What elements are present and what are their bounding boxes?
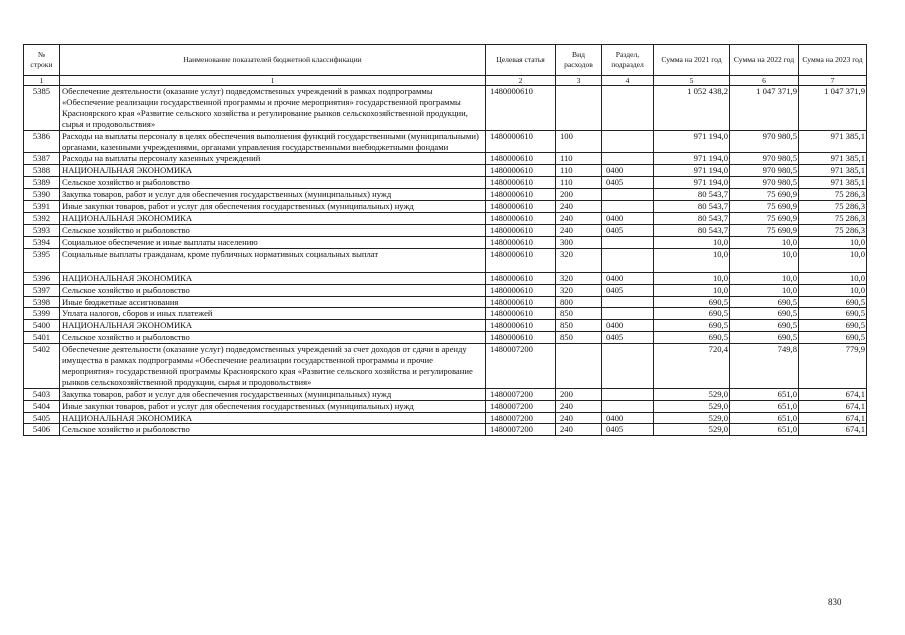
header-indicator-name: Наименование показателей бюджетной классификации xyxy=(60,45,486,76)
section-cell xyxy=(602,153,654,165)
target-article-cell: 1480000610 xyxy=(486,224,556,236)
row-number-cell: 5385 xyxy=(24,86,60,131)
row-number-cell: 5404 xyxy=(24,400,60,412)
indicator-name-cell: Сельское хозяйство и рыболовство xyxy=(60,177,486,189)
sum-2022-cell: 10,0 xyxy=(730,272,799,284)
indicator-name-cell: НАЦИОНАЛЬНАЯ ЭКОНОМИКА xyxy=(60,165,486,177)
row-number-cell: 5392 xyxy=(24,212,60,224)
indicator-name-cell: Обеспечение деятельности (оказание услуг) подведомственных учреждений за счет доходов от сдачи в аренду имущества в рамках подпрограммы «Обеспечение реализации государственной программы и прочие мероприятия» государственной программы Красноярского края «Развитие сельского хозяйства и регулирование рынков сельскохозяйственной продукции, сырья и продовольствия» xyxy=(60,344,486,389)
sum-2022-cell: 651,0 xyxy=(730,424,799,436)
header-sum-2022: Сумма на 2022 год xyxy=(730,45,799,76)
target-article-cell: 1480000610 xyxy=(486,165,556,177)
sum-2021-cell: 690,5 xyxy=(654,308,730,320)
row-number-cell: 5401 xyxy=(24,332,60,344)
section-cell xyxy=(602,248,654,272)
indicator-name-cell: Обеспечение деятельности (оказание услуг) подведомственных учреждений в рамках подпрограммы «Обеспечение реализации государственной программы и прочие мероприятия» государственной программы Красноярского края «Развитие сельского хозяйства и регулирование рынков сельскохозяйственной продукции, сырья и продовольствия» xyxy=(60,86,486,131)
indicator-name-cell: Уплата налогов, сборов и иных платежей xyxy=(60,308,486,320)
table-row xyxy=(24,308,867,320)
indicator-name-cell: Сельское хозяйство и рыболовство xyxy=(60,332,486,344)
table-row xyxy=(24,201,867,213)
sum-2023-cell: 10,0 xyxy=(799,236,867,248)
table-row xyxy=(24,284,867,296)
sum-2022-cell: 970 980,5 xyxy=(730,177,799,189)
sum-2023-cell: 10,0 xyxy=(799,248,867,272)
column-number: 5 xyxy=(654,76,730,86)
section-cell xyxy=(602,344,654,389)
row-number-cell: 5395 xyxy=(24,248,60,272)
row-number-cell: 5390 xyxy=(24,189,60,201)
header-expense-type: Вид расходов xyxy=(556,45,602,76)
row-number-cell: 5386 xyxy=(24,130,60,153)
expense-type-cell: 240 xyxy=(556,424,602,436)
sum-2023-cell: 971 385,1 xyxy=(799,153,867,165)
column-number: 4 xyxy=(602,76,654,86)
target-article-cell: 1480000610 xyxy=(486,320,556,332)
sum-2023-cell: 690,5 xyxy=(799,320,867,332)
budget-table xyxy=(23,44,867,436)
section-cell xyxy=(602,189,654,201)
expense-type-cell: 240 xyxy=(556,400,602,412)
sum-2022-cell: 75 690,9 xyxy=(730,224,799,236)
expense-type-cell xyxy=(556,344,602,389)
section-cell: 0405 xyxy=(602,224,654,236)
sum-2022-cell: 75 690,9 xyxy=(730,189,799,201)
sum-2023-cell: 674,1 xyxy=(799,412,867,424)
column-number: 1 xyxy=(60,76,486,86)
row-number-cell: 5406 xyxy=(24,424,60,436)
target-article-cell: 1480000610 xyxy=(486,201,556,213)
column-number: 6 xyxy=(730,76,799,86)
section-cell xyxy=(602,296,654,308)
sum-2023-cell: 971 385,1 xyxy=(799,177,867,189)
sum-2021-cell: 529,0 xyxy=(654,424,730,436)
section-cell: 0400 xyxy=(602,412,654,424)
target-article-cell: 1480000610 xyxy=(486,130,556,153)
section-cell xyxy=(602,388,654,400)
sum-2023-cell: 10,0 xyxy=(799,272,867,284)
expense-type-cell: 320 xyxy=(556,272,602,284)
expense-type-cell: 100 xyxy=(556,130,602,153)
table-header-row xyxy=(24,45,867,76)
sum-2021-cell: 80 543,7 xyxy=(654,224,730,236)
column-number: 3 xyxy=(556,76,602,86)
table-row xyxy=(24,272,867,284)
row-number-cell: 5400 xyxy=(24,320,60,332)
sum-2021-cell: 971 194,0 xyxy=(654,177,730,189)
budget-table-container xyxy=(23,44,866,436)
expense-type-cell: 800 xyxy=(556,296,602,308)
section-cell: 0400 xyxy=(602,272,654,284)
row-number-cell: 5398 xyxy=(24,296,60,308)
section-cell xyxy=(602,400,654,412)
expense-type-cell xyxy=(556,86,602,131)
expense-type-cell: 850 xyxy=(556,320,602,332)
expense-type-cell: 110 xyxy=(556,177,602,189)
column-number: 2 xyxy=(486,76,556,86)
sum-2023-cell: 971 385,1 xyxy=(799,165,867,177)
sum-2023-cell: 75 286,3 xyxy=(799,189,867,201)
sum-2022-cell: 970 980,5 xyxy=(730,130,799,153)
table-row xyxy=(24,212,867,224)
target-article-cell: 1480000610 xyxy=(486,272,556,284)
sum-2021-cell: 690,5 xyxy=(654,332,730,344)
table-row xyxy=(24,189,867,201)
sum-2021-cell: 10,0 xyxy=(654,284,730,296)
indicator-name-cell: Закупка товаров, работ и услуг для обеспечения государственных (муниципальных) нужд xyxy=(60,189,486,201)
column-numbers-row xyxy=(24,76,867,86)
section-cell xyxy=(602,201,654,213)
target-article-cell: 1480000610 xyxy=(486,284,556,296)
page-number: 830 xyxy=(828,597,842,607)
row-number-cell: 5402 xyxy=(24,344,60,389)
sum-2022-cell: 10,0 xyxy=(730,248,799,272)
sum-2023-cell: 75 286,3 xyxy=(799,201,867,213)
header-row-number: № строки xyxy=(24,45,60,76)
table-row xyxy=(24,177,867,189)
sum-2022-cell: 690,5 xyxy=(730,320,799,332)
indicator-name-cell: Расходы на выплаты персоналу казенных учреждений xyxy=(60,153,486,165)
expense-type-cell: 850 xyxy=(556,308,602,320)
sum-2021-cell: 80 543,7 xyxy=(654,201,730,213)
row-number-cell: 5397 xyxy=(24,284,60,296)
row-number-cell: 5396 xyxy=(24,272,60,284)
section-cell xyxy=(602,130,654,153)
sum-2021-cell: 1 052 438,2 xyxy=(654,86,730,131)
indicator-name-cell: Сельское хозяйство и рыболовство xyxy=(60,424,486,436)
target-article-cell: 1480000610 xyxy=(486,86,556,131)
indicator-name-cell: Сельское хозяйство и рыболовство xyxy=(60,284,486,296)
indicator-name-cell: Иные закупки товаров, работ и услуг для обеспечения государственных (муниципальных) нужд xyxy=(60,201,486,213)
sum-2021-cell: 971 194,0 xyxy=(654,130,730,153)
table-row xyxy=(24,296,867,308)
sum-2023-cell: 674,1 xyxy=(799,400,867,412)
target-article-cell: 1480007200 xyxy=(486,388,556,400)
table-row xyxy=(24,236,867,248)
sum-2022-cell: 970 980,5 xyxy=(730,165,799,177)
expense-type-cell: 200 xyxy=(556,189,602,201)
sum-2023-cell: 1 047 371,9 xyxy=(799,86,867,131)
target-article-cell: 1480000610 xyxy=(486,308,556,320)
target-article-cell: 1480007200 xyxy=(486,424,556,436)
sum-2022-cell: 970 980,5 xyxy=(730,153,799,165)
target-article-cell: 1480007200 xyxy=(486,400,556,412)
table-body xyxy=(24,86,867,436)
sum-2021-cell: 10,0 xyxy=(654,236,730,248)
target-article-cell: 1480007200 xyxy=(486,344,556,389)
section-cell: 0400 xyxy=(602,320,654,332)
expense-type-cell: 240 xyxy=(556,201,602,213)
row-number-cell: 5403 xyxy=(24,388,60,400)
section-cell xyxy=(602,86,654,131)
table-row xyxy=(24,400,867,412)
header-target-article: Целевая статья xyxy=(486,45,556,76)
row-number-cell: 5405 xyxy=(24,412,60,424)
sum-2021-cell: 10,0 xyxy=(654,248,730,272)
table-row xyxy=(24,320,867,332)
sum-2023-cell: 674,1 xyxy=(799,424,867,436)
sum-2023-cell: 75 286,3 xyxy=(799,224,867,236)
sum-2021-cell: 529,0 xyxy=(654,412,730,424)
sum-2022-cell: 10,0 xyxy=(730,236,799,248)
header-section: Раздел, подраздел xyxy=(602,45,654,76)
sum-2022-cell: 75 690,9 xyxy=(730,212,799,224)
sum-2023-cell: 690,5 xyxy=(799,308,867,320)
row-number-cell: 5388 xyxy=(24,165,60,177)
sum-2022-cell: 1 047 371,9 xyxy=(730,86,799,131)
target-article-cell: 1480000610 xyxy=(486,153,556,165)
column-number: 7 xyxy=(799,76,867,86)
table-row xyxy=(24,248,867,272)
sum-2023-cell: 690,5 xyxy=(799,296,867,308)
table-row xyxy=(24,424,867,436)
sum-2023-cell: 75 286,3 xyxy=(799,212,867,224)
sum-2022-cell: 651,0 xyxy=(730,412,799,424)
table-row xyxy=(24,130,867,153)
target-article-cell: 1480000610 xyxy=(486,236,556,248)
target-article-cell: 1480000610 xyxy=(486,248,556,272)
indicator-name-cell: Иные бюджетные ассигнования xyxy=(60,296,486,308)
row-number-cell: 5393 xyxy=(24,224,60,236)
indicator-name-cell: Закупка товаров, работ и услуг для обеспечения государственных (муниципальных) нужд xyxy=(60,388,486,400)
target-article-cell: 1480000610 xyxy=(486,177,556,189)
indicator-name-cell: НАЦИОНАЛЬНАЯ ЭКОНОМИКА xyxy=(60,212,486,224)
expense-type-cell: 320 xyxy=(556,248,602,272)
row-number-cell: 5394 xyxy=(24,236,60,248)
header-sum-2023: Сумма на 2023 год xyxy=(799,45,867,76)
indicator-name-cell: НАЦИОНАЛЬНАЯ ЭКОНОМИКА xyxy=(60,272,486,284)
sum-2023-cell: 690,5 xyxy=(799,332,867,344)
target-article-cell: 1480007200 xyxy=(486,412,556,424)
sum-2023-cell: 674,1 xyxy=(799,388,867,400)
sum-2021-cell: 720,4 xyxy=(654,344,730,389)
table-row xyxy=(24,224,867,236)
target-article-cell: 1480000610 xyxy=(486,296,556,308)
sum-2021-cell: 971 194,0 xyxy=(654,153,730,165)
expense-type-cell: 240 xyxy=(556,224,602,236)
expense-type-cell: 240 xyxy=(556,212,602,224)
row-number-cell: 5389 xyxy=(24,177,60,189)
sum-2021-cell: 971 194,0 xyxy=(654,165,730,177)
expense-type-cell: 110 xyxy=(556,153,602,165)
row-number-cell: 5399 xyxy=(24,308,60,320)
table-row xyxy=(24,412,867,424)
sum-2021-cell: 690,5 xyxy=(654,296,730,308)
sum-2022-cell: 651,0 xyxy=(730,400,799,412)
sum-2022-cell: 690,5 xyxy=(730,296,799,308)
table-row xyxy=(24,165,867,177)
sum-2021-cell: 10,0 xyxy=(654,272,730,284)
row-number-cell: 5387 xyxy=(24,153,60,165)
target-article-cell: 1480000610 xyxy=(486,332,556,344)
row-number-cell: 5391 xyxy=(24,201,60,213)
expense-type-cell: 240 xyxy=(556,412,602,424)
target-article-cell: 1480000610 xyxy=(486,189,556,201)
sum-2023-cell: 10,0 xyxy=(799,284,867,296)
section-cell: 0400 xyxy=(602,165,654,177)
target-article-cell: 1480000610 xyxy=(486,212,556,224)
sum-2022-cell: 690,5 xyxy=(730,308,799,320)
expense-type-cell: 200 xyxy=(556,388,602,400)
indicator-name-cell: Расходы на выплаты персоналу в целях обеспечения выполнения функций государственными (муниципальными) органами, казенными учреждениями, органами управления государственными внебюджетными фондами xyxy=(60,130,486,153)
indicator-name-cell: НАЦИОНАЛЬНАЯ ЭКОНОМИКА xyxy=(60,412,486,424)
table-row xyxy=(24,388,867,400)
table-row xyxy=(24,86,867,131)
sum-2023-cell: 971 385,1 xyxy=(799,130,867,153)
indicator-name-cell: Иные закупки товаров, работ и услуг для обеспечения государственных (муниципальных) нужд xyxy=(60,400,486,412)
sum-2021-cell: 80 543,7 xyxy=(654,212,730,224)
sum-2021-cell: 690,5 xyxy=(654,320,730,332)
table-row xyxy=(24,332,867,344)
section-cell: 0400 xyxy=(602,212,654,224)
indicator-name-cell: Социальное обеспечение и иные выплаты населению xyxy=(60,236,486,248)
expense-type-cell: 300 xyxy=(556,236,602,248)
indicator-name-cell: Социальные выплаты гражданам, кроме публичных нормативных социальных выплат xyxy=(60,248,486,272)
header-sum-2021: Сумма на 2021 год xyxy=(654,45,730,76)
sum-2021-cell: 529,0 xyxy=(654,388,730,400)
sum-2021-cell: 529,0 xyxy=(654,400,730,412)
expense-type-cell: 320 xyxy=(556,284,602,296)
expense-type-cell: 850 xyxy=(556,332,602,344)
table-row xyxy=(24,153,867,165)
section-cell xyxy=(602,236,654,248)
indicator-name-cell: НАЦИОНАЛЬНАЯ ЭКОНОМИКА xyxy=(60,320,486,332)
table-row xyxy=(24,344,867,389)
section-cell: 0405 xyxy=(602,424,654,436)
indicator-name-cell: Сельское хозяйство и рыболовство xyxy=(60,224,486,236)
expense-type-cell: 110 xyxy=(556,165,602,177)
section-cell: 0405 xyxy=(602,177,654,189)
sum-2022-cell: 690,5 xyxy=(730,332,799,344)
sum-2023-cell: 779,9 xyxy=(799,344,867,389)
sum-2022-cell: 749,8 xyxy=(730,344,799,389)
sum-2021-cell: 80 543,7 xyxy=(654,189,730,201)
sum-2022-cell: 75 690,9 xyxy=(730,201,799,213)
sum-2022-cell: 10,0 xyxy=(730,284,799,296)
section-cell: 0405 xyxy=(602,284,654,296)
section-cell xyxy=(602,308,654,320)
column-number: 1 xyxy=(24,76,60,86)
section-cell: 0405 xyxy=(602,332,654,344)
sum-2022-cell: 651,0 xyxy=(730,388,799,400)
